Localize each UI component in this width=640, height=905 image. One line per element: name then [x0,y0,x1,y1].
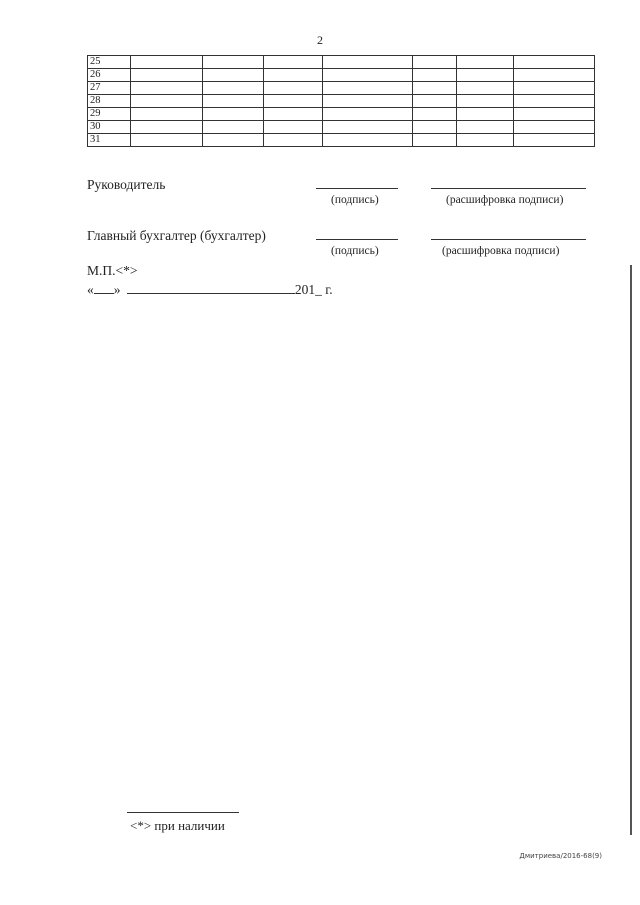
accountant-signature-line [316,239,398,240]
empty-cell [456,82,513,95]
empty-cell [513,69,594,82]
footnote-text: <*> при наличии [130,818,225,833]
empty-cell [322,82,413,95]
empty-cell [322,121,413,134]
empty-cell [202,95,263,108]
empty-cell [322,95,413,108]
empty-cell [456,95,513,108]
empty-cell [513,108,594,121]
date-open-quote: « [87,282,94,297]
empty-cell [130,82,202,95]
empty-cell [263,121,322,134]
data-table [87,55,595,147]
empty-cell [322,134,413,147]
date-year: 201_ г. [294,282,333,297]
table-row [88,69,595,82]
empty-cell [413,95,456,108]
empty-cell [456,69,513,82]
table-body [88,56,595,147]
table-row [88,134,595,147]
table-row [88,121,595,134]
empty-cell [130,95,202,108]
empty-cell [413,121,456,134]
empty-cell [413,69,456,82]
row-number-cell: 28 [88,95,131,108]
empty-cell [456,56,513,69]
empty-cell [130,134,202,147]
row-number-cell: 31 [88,134,131,147]
empty-cell [130,108,202,121]
accountant-decoding-line [431,239,586,240]
empty-cell [202,82,263,95]
empty-cell [263,134,322,147]
table-row [88,82,595,95]
table-row [88,108,595,121]
empty-cell [263,82,322,95]
footnote-rule [127,812,239,813]
empty-cell [513,121,594,134]
empty-cell [263,95,322,108]
empty-cell [202,69,263,82]
table-row [88,95,595,108]
footer-stamp: Дмитриева/2016-68(9) [519,852,602,860]
empty-cell [130,121,202,134]
empty-cell [130,69,202,82]
accountant-decoding-caption: (расшифровка подписи) [442,245,560,257]
accountant-title: Главный бухгалтер (бухгалтер) [87,228,266,243]
empty-cell [263,108,322,121]
empty-cell [202,56,263,69]
page-number: 2 [317,33,323,47]
empty-cell [513,56,594,69]
row-number-cell: 25 [88,56,131,69]
empty-cell [413,82,456,95]
empty-cell [456,121,513,134]
row-number-cell: 27 [88,82,131,95]
empty-cell [513,134,594,147]
row-number-cell: 29 [88,108,131,121]
empty-cell [513,95,594,108]
head-decoding-line [431,188,586,189]
empty-cell [202,108,263,121]
empty-cell [202,134,263,147]
date-day-blank [94,281,114,294]
empty-cell [263,69,322,82]
head-title: Руководитель [87,177,166,192]
empty-cell [130,56,202,69]
date-month-blank [127,281,295,294]
empty-cell [456,108,513,121]
head-decoding-caption: (расшифровка подписи) [446,194,564,206]
row-number-cell: 26 [88,69,131,82]
empty-cell [322,69,413,82]
empty-cell [202,121,263,134]
table-row [88,56,595,69]
scan-edge-line [630,265,632,835]
date-close-quote: » [113,282,121,297]
date-line [87,281,333,298]
empty-cell [263,56,322,69]
empty-cell [413,108,456,121]
empty-cell [413,134,456,147]
row-number-cell: 30 [88,121,131,134]
accountant-signature-caption: (подпись) [331,245,379,257]
empty-cell [322,108,413,121]
empty-cell [322,56,413,69]
empty-cell [413,56,456,69]
head-signature-caption: (подпись) [331,194,379,206]
empty-cell [456,134,513,147]
empty-cell [513,82,594,95]
stamp-place: М.П.<*> [87,263,138,278]
head-signature-line [316,188,398,189]
